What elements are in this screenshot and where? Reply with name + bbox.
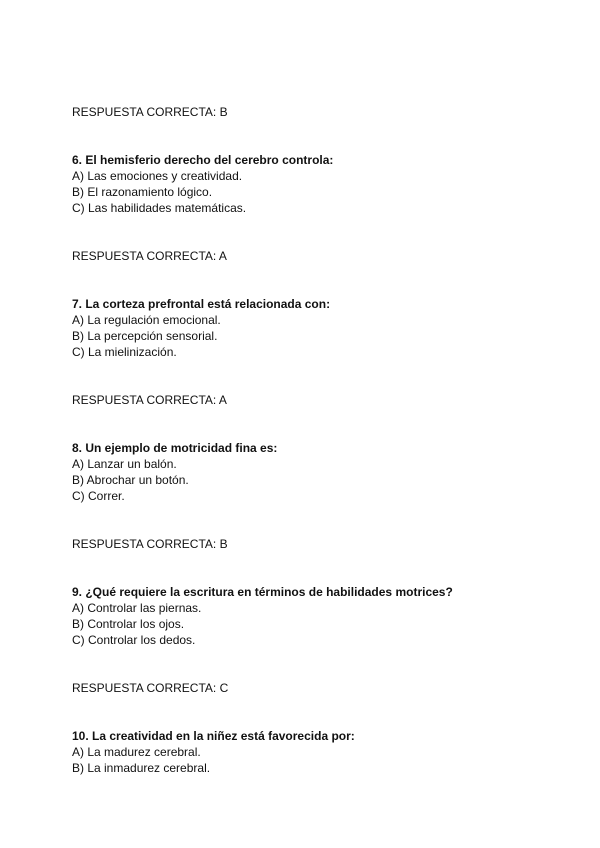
option-a: A) Lanzar un balón. [72, 457, 177, 471]
option-a: A) Las emociones y creatividad. [72, 169, 243, 183]
answer-line: RESPUESTA CORRECTA: C [72, 681, 229, 695]
answer-line: RESPUESTA CORRECTA: A [72, 393, 227, 407]
answer-line: RESPUESTA CORRECTA: B [72, 105, 228, 119]
option-b: B) Controlar los ojos. [72, 617, 185, 631]
option-a: A) La regulación emocional. [72, 313, 221, 327]
option-b: B) La percepción sensorial. [72, 329, 218, 343]
option-c: C) Controlar los dedos. [72, 633, 196, 647]
option-b: B) El razonamiento lógico. [72, 185, 213, 199]
option-c: C) Las habilidades matemáticas. [72, 201, 247, 215]
option-a: A) Controlar las piernas. [72, 601, 202, 615]
question-10: 10. La creatividad en la niñez está favorecida por: [72, 729, 355, 743]
option-a: A) La madurez cerebral. [72, 745, 201, 759]
option-c: C) La mielinización. [72, 345, 177, 359]
option-b: B) Abrochar un botón. [72, 473, 189, 487]
option-c: C) Correr. [72, 489, 125, 503]
question-8: 8. Un ejemplo de motricidad fina es: [72, 441, 278, 455]
question-6: 6. El hemisferio derecho del cerebro controla: [72, 153, 334, 167]
question-9: 9. ¿Qué requiere la escritura en términos de habilidades motrices? [72, 585, 453, 599]
question-7: 7. La corteza prefrontal está relacionada con: [72, 297, 331, 311]
answer-line: RESPUESTA CORRECTA: A [72, 249, 227, 263]
answer-line: RESPUESTA CORRECTA: B [72, 537, 228, 551]
option-b: B) La inmadurez cerebral. [72, 761, 211, 775]
